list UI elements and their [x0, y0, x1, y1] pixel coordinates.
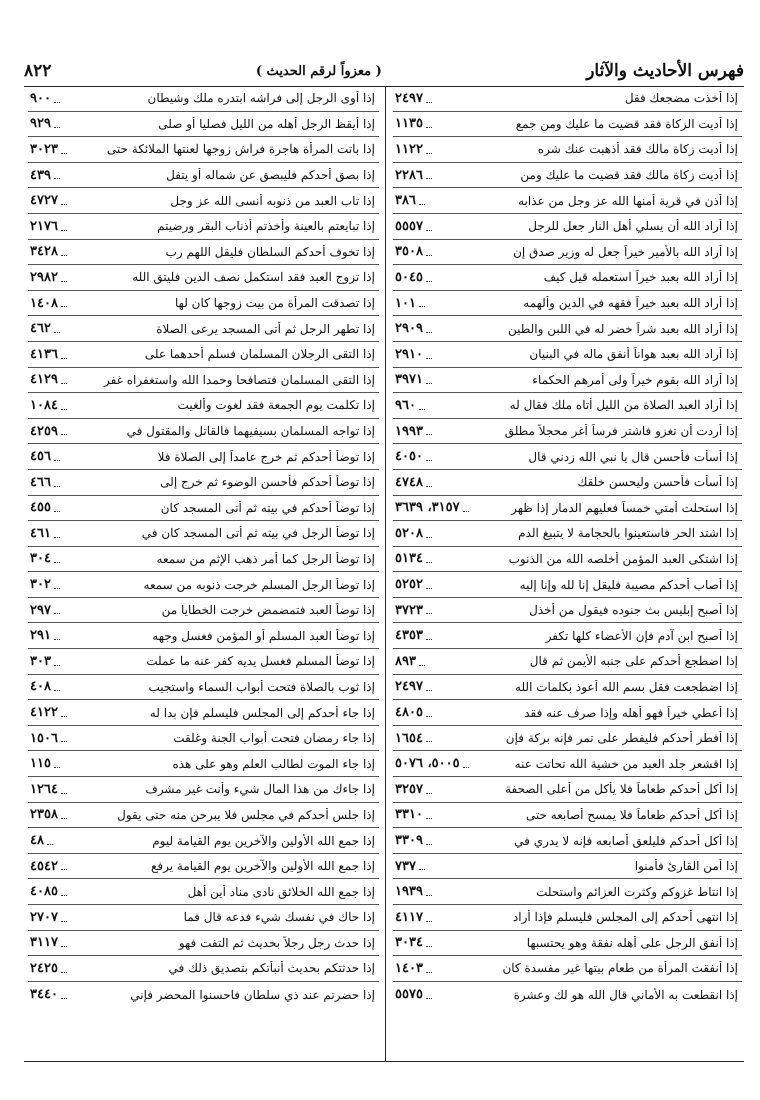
leader-dots — [426, 921, 432, 922]
hadith-incipit: إذا توضأ أحدكم ثم خرج عامداً إلى الصلاة فلا — [157, 449, 375, 464]
page-subtitle: ( معزواً لرقم الحديث ) — [255, 63, 382, 79]
hadith-number: ٤١٣٦ — [30, 346, 58, 362]
hadith-incipit: إذا التقى المسلمان فتصافحا وحمدا الله واستغفراه غفر — [103, 372, 375, 387]
hadith-incipit: إذا أوى الرجل إلى فراشه ابتدره ملك وشيطان — [147, 91, 375, 106]
hadith-number: ٤٦٢ — [30, 321, 51, 337]
index-entry — [393, 751, 742, 777]
leader-dots — [61, 153, 67, 154]
hadith-number: ٢٩٠٩ — [395, 321, 423, 337]
leader-dots — [61, 434, 67, 435]
hadith-incipit: إذا أسأت فأحسن قال يا نبي الله زدني قال — [528, 449, 738, 464]
hadith-number: ٣٠٣ — [30, 653, 51, 669]
index-entry — [393, 649, 742, 675]
hadith-number: ٤١٢٢ — [30, 705, 58, 721]
index-entry — [28, 240, 379, 266]
index-entry — [28, 316, 379, 342]
leader-dots — [54, 127, 60, 128]
hadith-number: ١١٥ — [30, 756, 51, 772]
index-entry — [393, 496, 742, 522]
left-column — [28, 86, 379, 1061]
leader-dots — [426, 818, 432, 819]
hadith-number: ١٦٥٤ — [395, 730, 423, 746]
leader-dots — [419, 869, 425, 870]
leader-dots — [61, 358, 67, 359]
index-entry — [28, 291, 379, 317]
hadith-number: ٤٦٦ — [30, 474, 51, 490]
leader-dots — [426, 537, 432, 538]
leader-dots — [54, 332, 60, 333]
hadith-incipit: إذا استحلت أمتي خمساً فعليهم الدمار إذا ظهر — [511, 500, 738, 515]
leader-dots — [426, 972, 432, 973]
leader-dots — [61, 869, 67, 870]
hadith-number: ٣٢٥٧ — [395, 781, 423, 797]
hadith-incipit: إذا تخوف أحدكم السلطان فليقل اللهم رب — [165, 244, 375, 259]
leader-dots — [463, 767, 469, 768]
leader-dots — [426, 281, 432, 282]
index-entry — [393, 265, 742, 291]
index-entry — [28, 854, 379, 880]
hadith-incipit: إذا توضأ العبد فتمضمض خرجت الخطايا من — [161, 603, 375, 618]
leader-dots — [54, 178, 60, 179]
index-entry — [28, 879, 379, 905]
leader-dots — [61, 972, 67, 973]
hadith-incipit: إذا جاء رمضان فتحت أبواب الجنة وغلقت — [173, 731, 375, 746]
hadith-incipit: إذا أيقظ الرجل أهله من الليل فصليا أو صلى — [158, 116, 375, 131]
index-entry — [28, 598, 379, 624]
hadith-number: ٢٩١ — [30, 628, 51, 644]
leader-dots — [61, 741, 67, 742]
leader-dots — [54, 767, 60, 768]
index-entry — [28, 214, 379, 240]
index-entry — [393, 342, 742, 368]
index-entry — [393, 240, 742, 266]
hadith-number: ٥٥٧٥ — [395, 987, 423, 1003]
hadith-incipit: إذا اشتكى العبد المؤمن أخلصه الله من الذنوب — [508, 551, 738, 566]
page-header — [24, 58, 744, 84]
hadith-number: ٥٢٥٢ — [395, 577, 423, 593]
hadith-incipit: إذا حدث رجل رجلاً بحديث ثم التفت فهو — [178, 935, 375, 950]
hadith-number: ٩٦٠ — [395, 397, 416, 413]
index-entry — [393, 572, 742, 598]
hadith-incipit: إذا أكل أحدكم طعاماً فلا يمسح أصابعه حتى — [525, 807, 738, 822]
leader-dots — [61, 946, 67, 947]
index-entry — [393, 316, 742, 342]
index-entry — [28, 675, 379, 701]
index-entry — [393, 521, 742, 547]
leader-dots — [426, 613, 432, 614]
hadith-incipit: إذا أديت الزكاة فقد قضيت ما عليك ومن جمع — [515, 116, 738, 131]
index-entry — [28, 572, 379, 598]
hadith-incipit: إذا جمع الله الأولين والآخرين يوم القيامة يرفع — [151, 859, 375, 874]
index-entry — [393, 982, 742, 1008]
leader-dots — [426, 639, 432, 640]
index-entry — [393, 675, 742, 701]
hadith-incipit: إذا أفطر أحدكم فليفطر على تمر فإنه بركة فإن — [505, 731, 738, 746]
hadith-number: ٩٢٩ — [30, 116, 51, 132]
hadith-number: ١٩٩٣ — [395, 423, 423, 439]
column-divider — [385, 86, 386, 1061]
hadith-incipit: إذا جمع الله الخلائق نادى مناد أين أهل — [187, 884, 375, 899]
hadith-incipit: إذا انقطعت به الأماني قال الله هو لك وعشرة — [513, 987, 738, 1002]
leader-dots — [426, 690, 432, 691]
index-entry — [393, 137, 742, 163]
index-entry — [28, 956, 379, 982]
hadith-number: ٥٠٠٥، ٥٠٧٦ — [395, 756, 460, 772]
index-entry — [393, 700, 742, 726]
leader-dots — [426, 434, 432, 435]
hadith-incipit: إذا تكلمت يوم الجمعة فقد لغوت وألغيت — [177, 398, 375, 413]
hadith-number: ٤٣٥٣ — [395, 628, 423, 644]
index-entry — [28, 521, 379, 547]
hadith-number: ٣٤٢٨ — [30, 244, 58, 260]
page-title: فهرس الأحاديث والآثار — [586, 61, 744, 81]
hadith-number: ٥٥٥٧ — [395, 218, 423, 234]
hadith-number: ٢٢٨٦ — [395, 167, 423, 183]
index-entry — [28, 393, 379, 419]
hadith-number: ٣٥٠٨ — [395, 244, 423, 260]
leader-dots — [54, 486, 60, 487]
index-entry — [28, 444, 379, 470]
leader-dots — [426, 562, 432, 563]
hadith-incipit: إذا أخذت مضجعك فقل — [624, 91, 738, 106]
hadith-number: ١٥٠٦ — [30, 730, 58, 746]
index-entry — [393, 368, 742, 394]
index-entry — [393, 598, 742, 624]
hadith-number: ٤٣٩ — [30, 167, 51, 183]
hadith-incipit: إذا أنفق الرجل على أهله نفقة وهو يحتسبها — [526, 935, 738, 950]
hadith-incipit: إذا باتت المرأة هاجرة فراش زوجها لعنتها الملائكة حتى — [106, 142, 375, 157]
index-entry — [28, 496, 379, 522]
leader-dots — [426, 716, 432, 717]
hadith-incipit: إذا حاك في نفسك شيء فدعه قال فما — [183, 910, 375, 925]
hadith-number: ٤٨ — [30, 833, 44, 849]
hadith-incipit: إذا جمع الله الأولين والآخرين يوم القيامة ليوم — [152, 833, 375, 848]
hadith-number: ٤٥٥ — [30, 500, 51, 516]
hadith-number: ٤٨٠٥ — [395, 705, 423, 721]
hadith-incipit: إذا توضأ المسلم فغسل يديه كفر عنه ما عملت — [146, 654, 375, 669]
index-entry — [393, 956, 742, 982]
hadith-incipit: إذا تاب العبد من ذنوبه أنسى الله عز وجل — [170, 193, 375, 208]
index-entry — [28, 368, 379, 394]
hadith-number: ٤٦١ — [30, 525, 51, 541]
hadith-number: ١٤٠٣ — [395, 960, 423, 976]
hadith-number: ٤١٢٩ — [30, 372, 58, 388]
hadith-number: ٣٠٤ — [30, 551, 51, 567]
leader-dots — [61, 716, 67, 717]
leader-dots — [54, 511, 60, 512]
hadith-incipit: إذا أراد الله بعبد خيراً استعمله قيل كيف — [543, 270, 738, 285]
hadith-incipit: إذا بصق أحدكم فليبصق عن شماله أو يتفل — [166, 168, 375, 183]
hadith-number: ٣٨٦ — [395, 193, 416, 209]
hadith-number: ٣١٥٧، ٣٦٣٩ — [395, 500, 460, 516]
hadith-incipit: إذا أصاب أحدكم مصيبة فليقل إنا لله وإنا إليه — [519, 577, 738, 592]
hadith-incipit: إذا أذن في قرية أمنها الله عز وجل من عذابه — [518, 193, 738, 208]
hadith-incipit: إذا اضطجع أحدكم على جنبه الأيمن ثم قال — [529, 654, 738, 669]
index-entry — [28, 163, 379, 189]
index-entry — [393, 393, 742, 419]
index-entry — [393, 623, 742, 649]
hadith-incipit: إذا اضطجعت فقل بسم الله أعوذ بكلمات الله — [515, 679, 738, 694]
hadith-incipit: إذا أكل أحدكم طعاماً فلا يأكل من أعلى الصحفة — [505, 782, 738, 797]
index-entry — [28, 112, 379, 138]
index-entry — [28, 777, 379, 803]
hadith-incipit: إذا تواجه المسلمان بسيفيهما فالقاتل والمقتول في — [126, 424, 375, 439]
index-entry — [28, 700, 379, 726]
leader-dots — [47, 844, 53, 845]
leader-dots — [61, 306, 67, 307]
leader-dots — [426, 486, 432, 487]
hadith-number: ٢٤٩٧ — [395, 679, 423, 695]
index-entry — [28, 751, 379, 777]
leader-dots — [426, 946, 432, 947]
hadith-number: ٤٠٨ — [30, 679, 51, 695]
leader-dots — [61, 998, 67, 999]
hadith-incipit: إذا أكل أحدكم فليلعق أصابعه فإنه لا يدري في — [514, 833, 738, 848]
hadith-number: ٤٠٥٠ — [395, 449, 423, 465]
index-entry — [28, 828, 379, 854]
index-entry — [393, 828, 742, 854]
leader-dots — [426, 178, 432, 179]
hadith-number: ٣٠٣٤ — [395, 935, 423, 951]
hadith-number: ١١٣٥ — [395, 116, 423, 132]
hadith-incipit: إذا أصبح ابن آدم فإن الأعضاء كلها تكفر — [545, 628, 738, 643]
hadith-number: ٢١٧٦ — [30, 218, 58, 234]
index-entry — [393, 547, 742, 573]
hadith-number: ٩٠٠ — [30, 90, 51, 106]
leader-dots — [426, 230, 432, 231]
hadith-number: ٢٤٢٥ — [30, 960, 58, 976]
hadith-incipit: إذا حضرتم عند ذي سلطان فاحسنوا المحضر فإني — [130, 987, 375, 1002]
leader-dots — [419, 306, 425, 307]
leader-dots — [426, 998, 432, 999]
leader-dots — [426, 588, 432, 589]
leader-dots — [426, 793, 432, 794]
leader-dots — [54, 537, 60, 538]
hadith-incipit: إذا انتاط غزوكم وكثرت العزائم واستحلت — [536, 884, 738, 899]
leader-dots — [54, 665, 60, 666]
hadith-number: ٣١١٧ — [30, 935, 58, 951]
index-entry — [28, 931, 379, 957]
index-entry — [393, 291, 742, 317]
hadith-incipit: إذا جلس أحدكم في مجلس فلا يبرحن منه حتى يقول — [117, 807, 375, 822]
hadith-incipit: إذا أراد العبد الصلاة من الليل أتاه ملك فقال له — [509, 398, 738, 413]
hadith-incipit: إذا أراد الله أن يسلي أهل النار جعل للرجل — [528, 219, 738, 234]
hadith-number: ٣٧٢٣ — [395, 602, 423, 618]
hadith-incipit: إذا انتهى أحدكم إلى المجلس فليسلم فإذا أراد — [512, 910, 738, 925]
index-entry — [393, 854, 742, 880]
hadith-incipit: إذا أصبح إبليس بث جنوده فيقول من أخذل — [529, 603, 738, 618]
hadith-incipit: إذا أعطي خيراً فهو أهله وإذا صرف عنه فقد — [524, 705, 738, 720]
index-entry — [28, 982, 379, 1008]
hadith-incipit: إذا أمن القارئ فأمنوا — [634, 859, 738, 874]
index-entry — [393, 803, 742, 829]
hadith-incipit: إذا توضأ العبد المسلم أو المؤمن فغسل وجهه — [152, 628, 375, 643]
index-entry — [28, 905, 379, 931]
hadith-number: ٢٣٥٨ — [30, 807, 58, 823]
leader-dots — [426, 332, 432, 333]
hadith-number: ٥١٣٤ — [395, 551, 423, 567]
hadith-incipit: إذا توضأ أحدكم في بيته ثم أتى المسجد كان — [160, 500, 375, 515]
hadith-incipit: إذا توضأ أحدكم فأحسن الوضوء ثم خرج إلى — [160, 475, 375, 490]
leader-dots — [426, 255, 432, 256]
leader-dots — [61, 255, 67, 256]
index-entry — [393, 163, 742, 189]
hadith-number: ٤٠٨٥ — [30, 884, 58, 900]
leader-dots — [54, 613, 60, 614]
hadith-incipit: إذا أديت زكاة مالك فقد أذهبت عنك شره — [537, 142, 738, 157]
leader-dots — [54, 690, 60, 691]
leader-dots — [61, 281, 67, 282]
leader-dots — [463, 511, 469, 512]
index-entry — [28, 342, 379, 368]
hadith-number: ٤٧٤٨ — [395, 474, 423, 490]
hadith-incipit: إذا أسأت فأحسن وليحسن خلقك — [577, 475, 738, 490]
hadith-incipit: إذا تبايعتم بالعينة وأخذتم أذناب البقر ورضيتم — [157, 219, 375, 234]
index-entry — [393, 86, 742, 112]
hadith-number: ٢٩١٠ — [395, 346, 423, 362]
index-entry — [28, 803, 379, 829]
index-entry — [393, 188, 742, 214]
leader-dots — [61, 383, 67, 384]
hadith-incipit: إذا أراد الله بعبد خيراً فقهه في الدين وألهمه — [523, 296, 738, 311]
leader-dots — [426, 895, 432, 896]
hadith-number: ٣٣٠٩ — [395, 833, 423, 849]
leader-dots — [426, 460, 432, 461]
hadith-incipit: إذا أراد الله بقوم خيراً ولى أمرهم الحكماء — [532, 372, 738, 387]
leader-dots — [54, 102, 60, 103]
leader-dots — [54, 588, 60, 589]
hadith-number: ١٩٣٩ — [395, 884, 423, 900]
index-entry — [28, 86, 379, 112]
leader-dots — [426, 127, 432, 128]
index-entry — [28, 649, 379, 675]
hadith-incipit: إذا تطهر الرجل ثم أتى المسجد يرعى الصلاة — [156, 321, 375, 336]
hadith-incipit: إذا جاءك من هذا المال شيء وأنت غير مشرف — [145, 782, 375, 797]
leader-dots — [54, 639, 60, 640]
hadith-number: ١١٢٢ — [395, 141, 423, 157]
leader-dots — [61, 409, 67, 410]
hadith-incipit: إذا جاء الموت لطالب العلم وهو على هذه — [172, 756, 375, 771]
leader-dots — [54, 562, 60, 563]
hadith-incipit: إذا توضأ الرجل في بيته ثم أتى المسجد كان في — [141, 526, 375, 541]
leader-dots — [426, 383, 432, 384]
hadith-incipit: إذا جاء أحدكم إلى المجلس فليسلم فإن بدا له — [149, 705, 375, 720]
hadith-number: ٢٩٧ — [30, 602, 51, 618]
leader-dots — [54, 460, 60, 461]
hadith-incipit: إذا حدثتكم بحديث أنبأتكم بتصديق ذلك في — [168, 961, 375, 976]
index-entry — [28, 726, 379, 752]
index-entry — [393, 777, 742, 803]
hadith-incipit: إذا تزوج العبد فقد استكمل نصف الدين فليتق الله — [132, 270, 375, 285]
index-entry — [28, 623, 379, 649]
hadith-incipit: إذا ثوب بالصلاة فتحت أبواب السماء واستجيب — [148, 679, 375, 694]
footer-rule — [24, 1061, 744, 1062]
hadith-incipit: إذا أراد الله بعبد هواناً أنفق ماله في البنيان — [529, 347, 738, 362]
hadith-number: ١٤٠٨ — [30, 295, 58, 311]
hadith-number: ٤٥٦ — [30, 449, 51, 465]
index-entry — [28, 265, 379, 291]
hadith-incipit: إذا أراد الله بالأمير خيراً جعل له وزير صدق إن — [513, 244, 738, 259]
hadith-incipit: إذا أديت زكاة مالك فقد قضيت ما عليك ومن — [520, 168, 738, 183]
hadith-number: ٣٠٢٣ — [30, 141, 58, 157]
hadith-number: ٨٩٣ — [395, 653, 416, 669]
leader-dots — [61, 793, 67, 794]
hadith-number: ٧٣٧ — [395, 858, 416, 874]
index-entry — [393, 905, 742, 931]
hadith-number: ٤٧٢٧ — [30, 193, 58, 209]
hadith-number: ٣٩٧١ — [395, 372, 423, 388]
index-entry — [28, 547, 379, 573]
index-entry — [393, 112, 742, 138]
hadith-number: ١٢٦٤ — [30, 781, 58, 797]
leader-dots — [61, 230, 67, 231]
index-entry — [393, 419, 742, 445]
hadith-number: ١٠١ — [395, 295, 416, 311]
index-entry — [393, 879, 742, 905]
hadith-incipit: إذا توضأ الرجل المسلم خرجت ذنوبه من سمعه — [143, 577, 375, 592]
hadith-number: ٢٧٠٧ — [30, 909, 58, 925]
hadith-incipit: إذا اقشعر جلد العبد من خشية الله تحاتت عنه — [514, 756, 738, 771]
index-entry — [393, 931, 742, 957]
leader-dots — [61, 204, 67, 205]
hadith-number: ٢٤٩٧ — [395, 90, 423, 106]
leader-dots — [61, 895, 67, 896]
index-entry — [28, 137, 379, 163]
right-column — [393, 86, 742, 1061]
hadith-number: ٥٢٠٨ — [395, 525, 423, 541]
hadith-incipit: إذا أراد الله بعبد شراً خضر له في اللبن والطين — [508, 321, 738, 336]
leader-dots — [419, 409, 425, 410]
hadith-number: ٤٥٤٢ — [30, 858, 58, 874]
hadith-number: ٣٠٢ — [30, 577, 51, 593]
hadith-number: ٣٣١٠ — [395, 807, 423, 823]
hadith-number: ٥٠٤٥ — [395, 269, 423, 285]
index-entry — [393, 214, 742, 240]
hadith-number: ١٠٨٤ — [30, 397, 58, 413]
hadith-incipit: إذا تصدقت المرأة من بيت زوجها كان لها — [175, 296, 375, 311]
hadith-incipit: إذا أنفقت المرأة من طعام بيتها غير مفسدة كان — [502, 961, 738, 976]
page-number: ٨٢٢ — [24, 61, 52, 81]
hadith-number: ٤١١٧ — [395, 909, 423, 925]
hadith-number: ٢٩٨٢ — [30, 269, 58, 285]
hadith-number: ٣٤٤٠ — [30, 987, 58, 1003]
leader-dots — [419, 665, 425, 666]
index-entry — [28, 419, 379, 445]
index-entry — [393, 444, 742, 470]
leader-dots — [426, 844, 432, 845]
index-entry — [393, 470, 742, 496]
hadith-incipit: إذا التقى الرجلان المسلمان فسلم أحدهما على — [144, 347, 375, 362]
hadith-number: ٤٢٥٩ — [30, 423, 58, 439]
leader-dots — [419, 204, 425, 205]
hadith-incipit: إذا توضأ الرجل كما أمر ذهب الإثم من سمعه — [156, 551, 375, 566]
leader-dots — [426, 358, 432, 359]
leader-dots — [61, 921, 67, 922]
hadith-incipit: إذا اشتد الحر فاستعينوا بالحجامة لا يتبيغ الدم — [518, 526, 738, 541]
leader-dots — [426, 741, 432, 742]
hadith-incipit: إذا أردت أن تغزو فاشتر فرساً أغر محجلاً مطلق — [504, 424, 738, 439]
index-entry — [28, 188, 379, 214]
leader-dots — [426, 153, 432, 154]
index-entry — [393, 726, 742, 752]
leader-dots — [61, 818, 67, 819]
leader-dots — [426, 102, 432, 103]
index-entry — [28, 470, 379, 496]
